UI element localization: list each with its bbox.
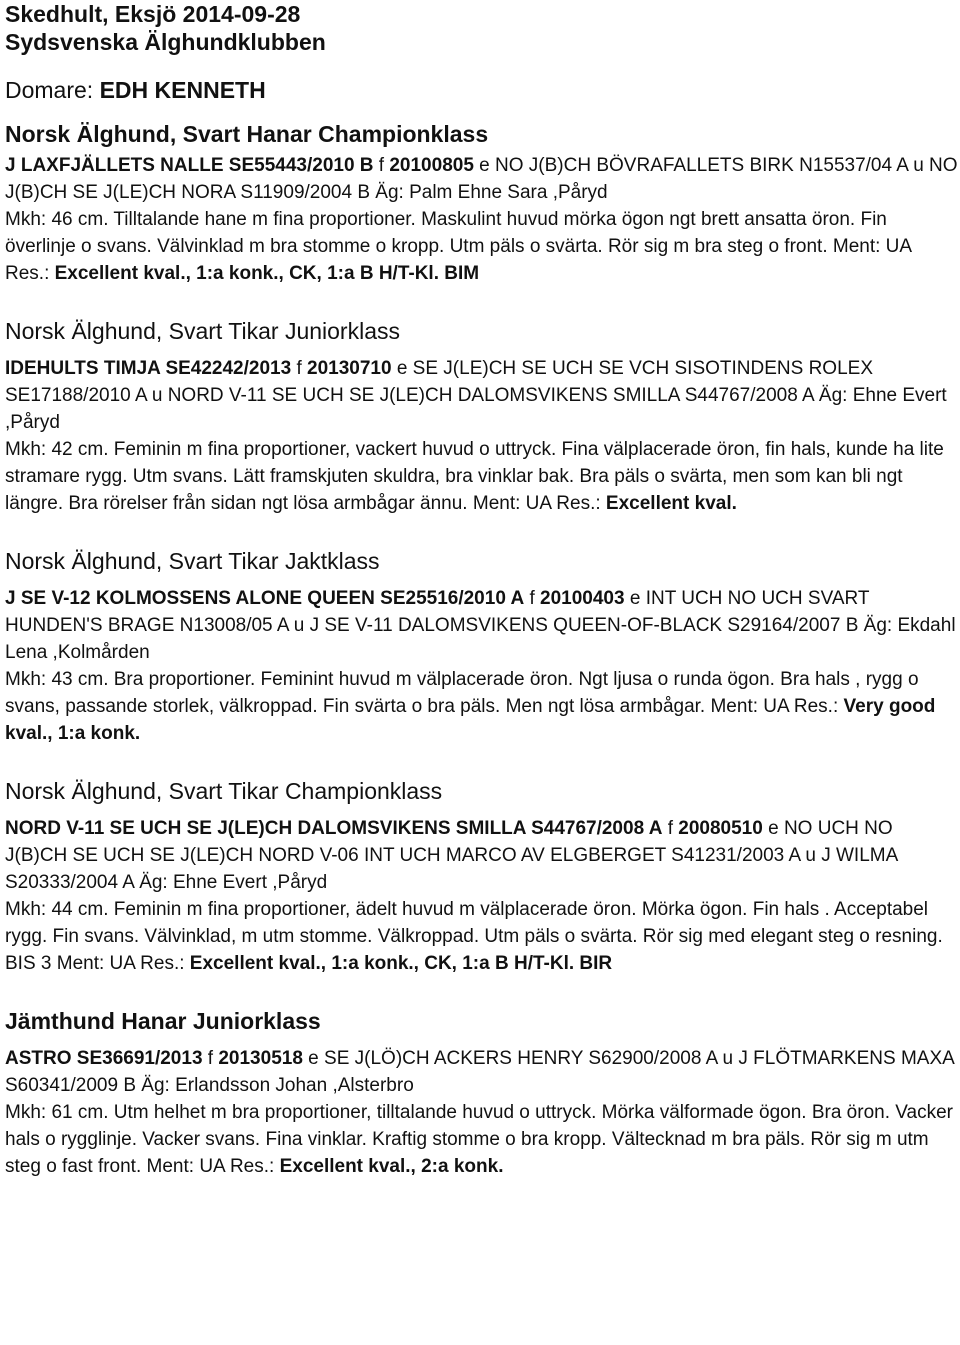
result-text: Excellent kval., 1:a konk., CK, 1:a B H/T-Kl. BIR (189, 953, 613, 974)
club-name: Sydsvenska Älghundklubben (5, 29, 326, 55)
critique-text: Mkh: 61 cm. Utm helhet m bra proportioner, tilltalande huvud o uttryck. Mörka välformade ögon. Bra öron. Vacker hals o rygglinje. Vacker svans. Fina vinklar. Kraftig stomme o bra kropp. Vältecknad m bra päls. Rör sig m utm steg o fast front. Ment: UA Res.: (5, 1102, 953, 1177)
class-title: Norsk Älghund, Svart Tikar Juniorklass (5, 318, 400, 344)
result-text: Excellent kval., 1:a konk., CK, 1:a B H/T-Kl. BIM (54, 263, 480, 284)
result-text: Excellent kval. (605, 493, 737, 514)
critique (5, 896, 960, 977)
dog-name: J LAXFJÄLLETS NALLE SE55443/2010 B (5, 155, 374, 176)
class-section (5, 317, 960, 517)
result-text: Very good kval., 1:a konk. (5, 696, 936, 744)
dog-pedigree: e SE J(LÖ)CH ACKERS HENRY S62900/2008 A u J FLÖTMARKENS MAXA S60341/2009 B Äg: Erlandsson Johan ,Alsterbro (5, 1048, 954, 1096)
dog-pedigree: e SE J(LE)CH SE UCH SE VCH SISOTINDENS ROLEX SE17188/2010 A u NORD V-11 SE UCH SE J(LE)CH DALOMSVIKENS SMILLA S44767/2008 A Äg: Ehne Evert ,Påryd (5, 358, 947, 433)
dog-birthdate: 20130710 (307, 358, 392, 379)
class-title: Norsk Älghund, Svart Tikar Championklass (5, 778, 443, 804)
class-title: Norsk Älghund, Svart Hanar Championklass (5, 121, 489, 147)
class-section (5, 777, 960, 977)
dog-name: ASTRO SE36691/2013 (5, 1048, 203, 1069)
dog-name: NORD V-11 SE UCH SE J(LE)CH DALOMSVIKENS SMILLA S44767/2008 A (5, 818, 663, 839)
class-title: Jämthund Hanar Juniorklass (5, 1008, 321, 1034)
dog-pedigree: e INT UCH NO UCH SVART HUNDEN'S BRAGE N13008/05 A u J SE V-11 DALOMSVIKENS QUEEN-OF-BLACK S29164/2007 B Äg: Ekdahl Lena ,Kolmården (5, 588, 956, 663)
class-section (5, 1007, 960, 1180)
dog-birthdate: 20100403 (540, 588, 625, 609)
dog-birthdate: 20130518 (218, 1048, 303, 1069)
dog-sex: f (373, 155, 390, 176)
judge-name: EDH KENNETH (99, 77, 266, 103)
dog-sex: f (524, 588, 541, 609)
dog-entry (5, 1045, 960, 1099)
critique-text: Mkh: 42 cm. Feminin m fina proportioner, vackert huvud o uttryck. Fina välplacerade öron, fin hals, kunde ha lite stramare rygg. Utm svans. Lätt framskjuten skuldra, bra vinklar bak. Bra päls o svärta, men som kan bli ngt längre. Bra rörelser från sidan ngt lösa armbågar ännu. Ment: UA Res.: (5, 439, 944, 514)
dog-name: IDEHULTS TIMJA SE42242/2013 (5, 358, 292, 379)
critique-text: Mkh: 46 cm. Tilltalande hane m fina proportioner. Maskulint huvud mörka ögon ngt brett ansatta öron. Fin överlinje o svans. Välvinklad m bra stomme o kropp. Utm päls o svärta. Rör sig m bra steg o front. Ment: UA Res.: (5, 209, 912, 284)
dog-entry (5, 152, 960, 206)
critique (5, 666, 960, 747)
critique (5, 206, 960, 287)
dog-pedigree: e NO UCH NO J(B)CH SE UCH SE J(LE)CH NORD V-06 INT UCH MARCO AV ELGBERGET S41231/2003 A u J WILMA S20333/2004 A Äg: Ehne Evert ,Påryd (5, 818, 898, 893)
class-section (5, 120, 960, 287)
dog-entry (5, 815, 960, 896)
dog-sex: f (202, 1048, 219, 1069)
critique-text: Mkh: 43 cm. Bra proportioner. Feminint huvud m välplacerade öron. Ngt ljusa o runda ögon. Bra hals , rygg o svans, passande storlek, välkroppad. Fin svärta o bra päls. Men ngt lösa armbågar. Ment: UA Res.: (5, 669, 919, 717)
dog-birthdate: 20100805 (389, 155, 474, 176)
dog-entry (5, 355, 960, 436)
judge-line (5, 76, 960, 104)
dog-birthdate: 20080510 (678, 818, 763, 839)
show-location-date: Skedhult, Eksjö 2014-09-28 (5, 1, 301, 27)
judge-label: Domare: (5, 77, 100, 103)
dog-entry (5, 585, 960, 666)
dog-pedigree: e NO J(B)CH BÖVRAFALLETS BIRK N15537/04 A u NO J(B)CH SE J(LE)CH NORA S11909/2004 B Äg: Palm Ehne Sara ,Påryd (5, 155, 958, 203)
dog-sex: f (291, 358, 308, 379)
critique (5, 436, 960, 517)
result-text: Excellent kval., 2:a konk. (279, 1156, 504, 1177)
class-title: Norsk Älghund, Svart Tikar Jaktklass (5, 548, 380, 574)
critique-text: Mkh: 44 cm. Feminin m fina proportioner, ädelt huvud m välplacerade öron. Mörka ögon. Fin hals . Acceptabel rygg. Fin svans. Välvinklad, m utm stomme. Välkroppad. Utm päls o svärta. Rör sig med elegant steg o resning. BIS 3 Ment: UA Res.: (5, 899, 943, 974)
critique (5, 1099, 960, 1180)
dog-name: J SE V-12 KOLMOSSENS ALONE QUEEN SE25516/2010 A (5, 588, 525, 609)
dog-sex: f (662, 818, 679, 839)
class-section (5, 547, 960, 747)
